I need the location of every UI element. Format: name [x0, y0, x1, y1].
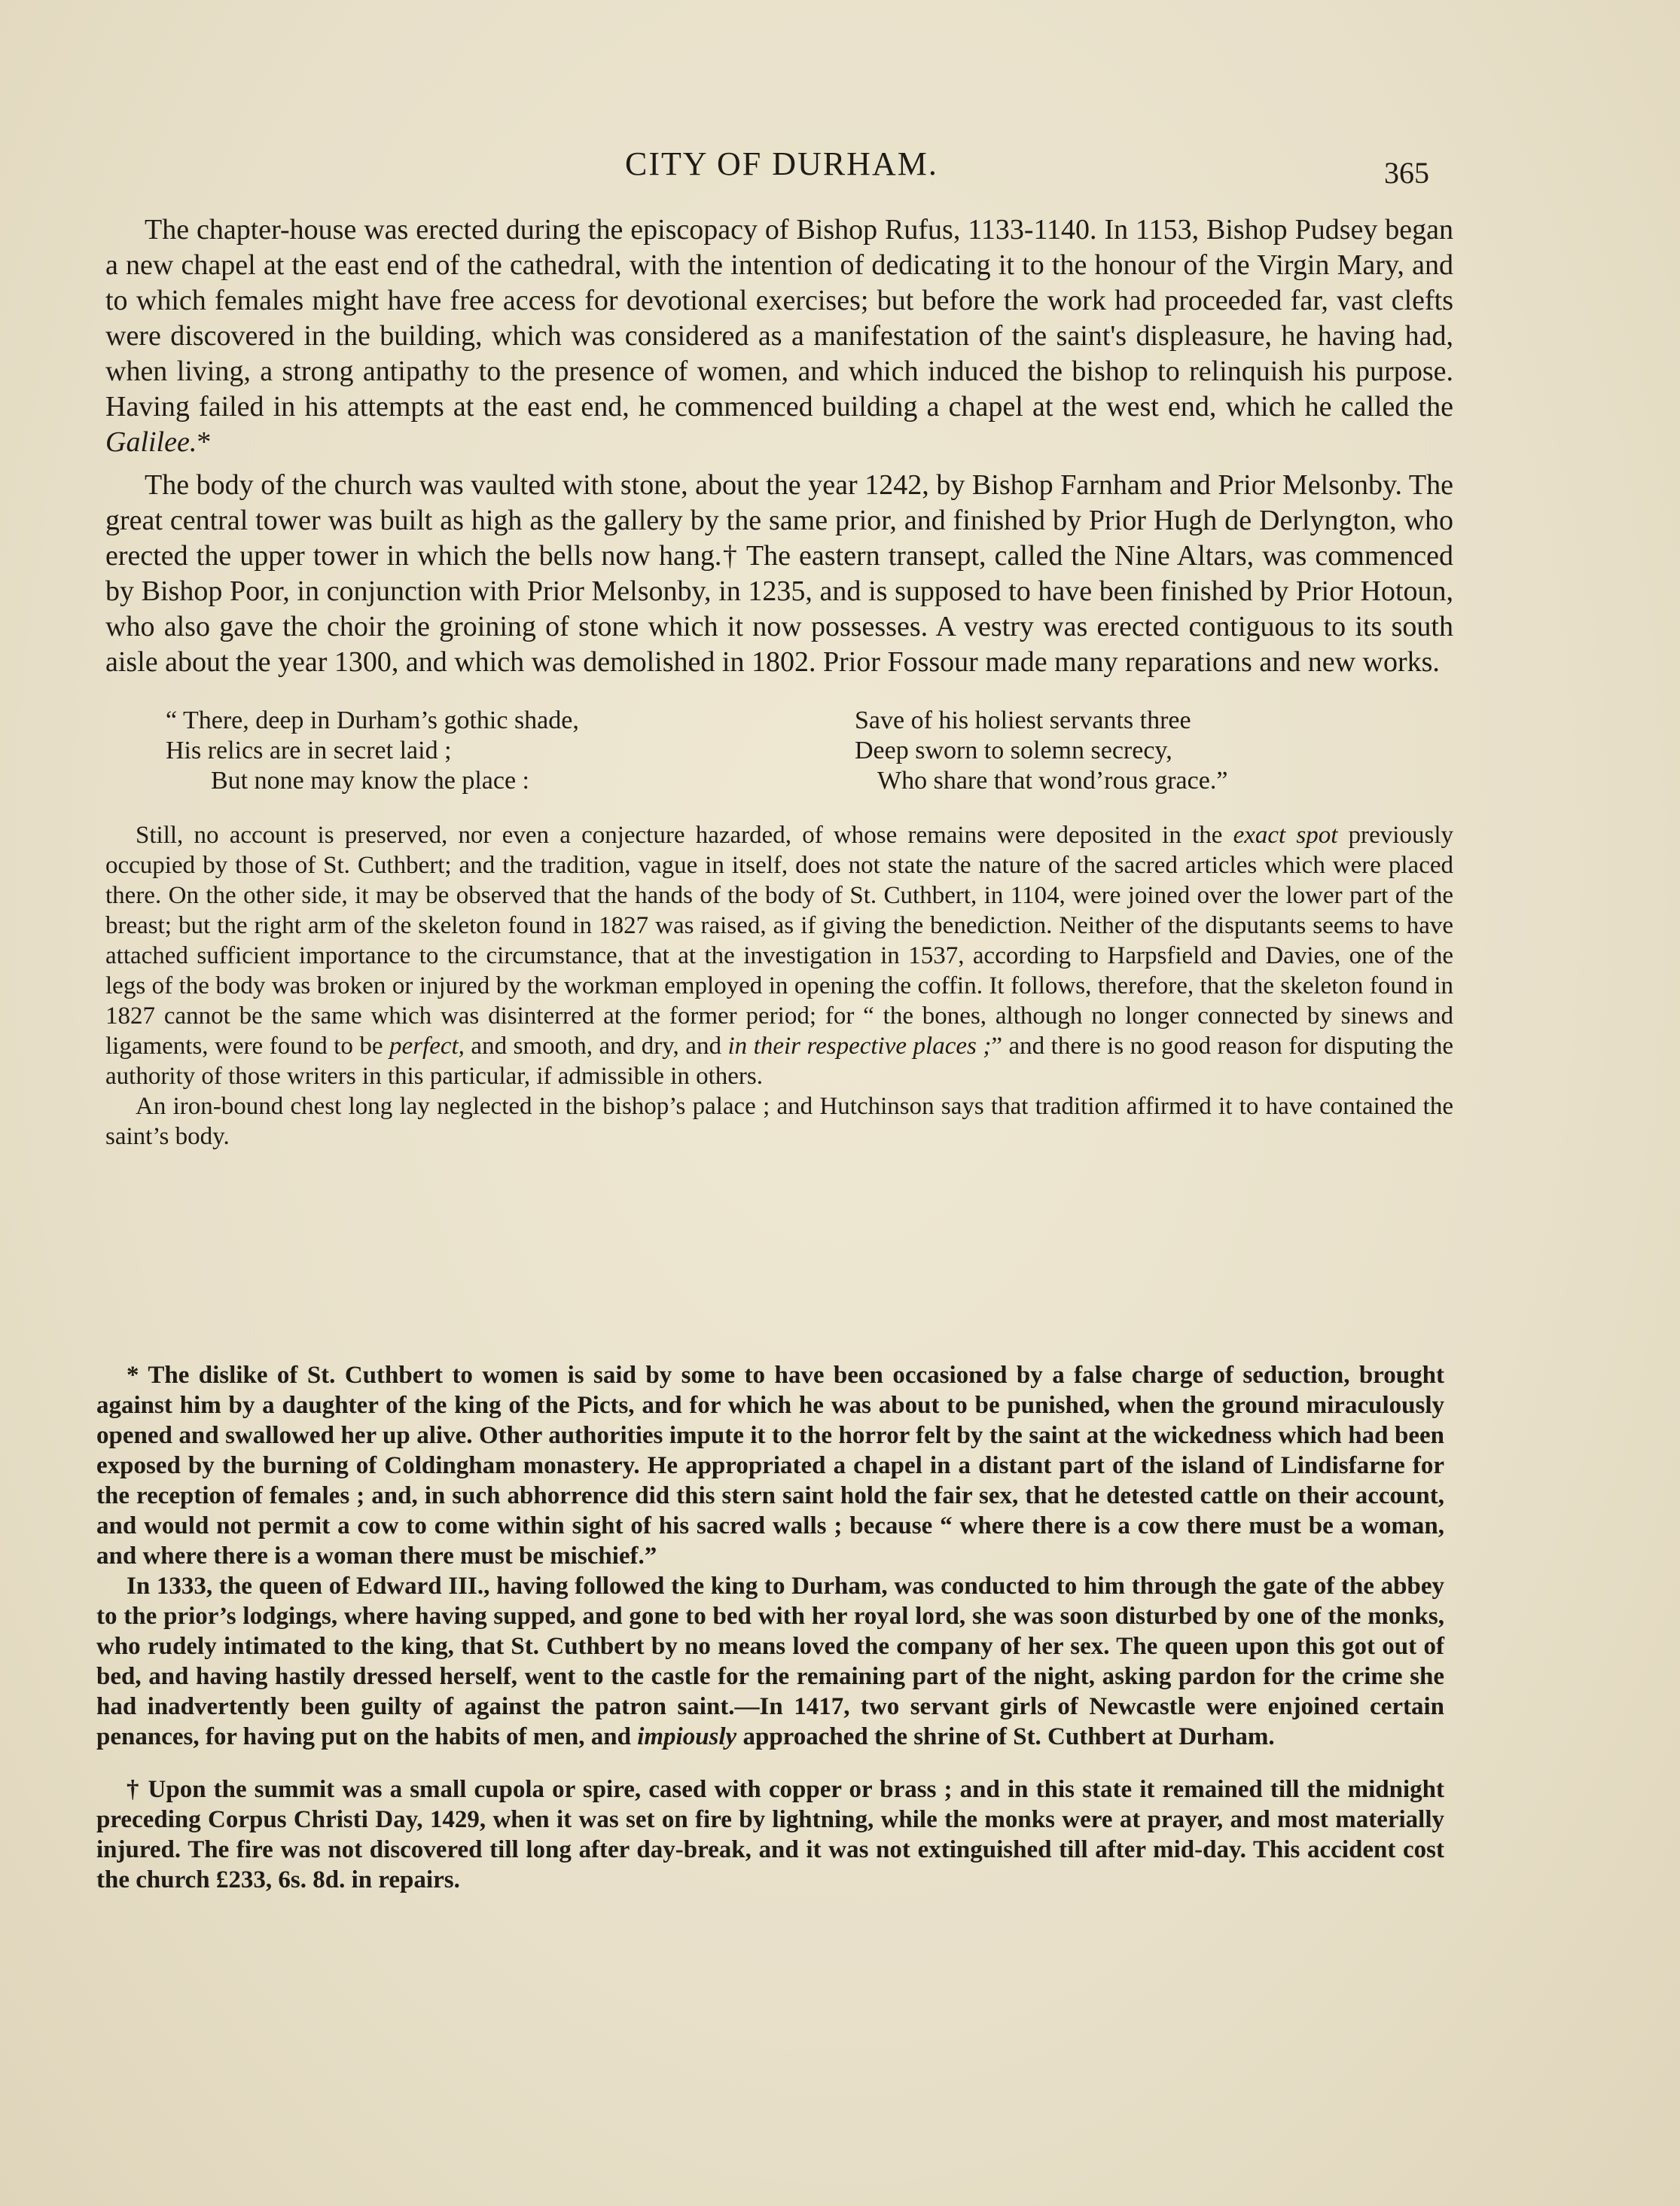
poem-line: Deep sworn to solemn secrecy,: [855, 737, 1172, 764]
italic-perfect: perfect,: [389, 1033, 465, 1060]
poem-line: “ There, deep in Durham’s gothic shade,: [166, 706, 579, 734]
footnotes: [96, 1360, 1444, 1895]
running-title: CITY OF DURHAM.: [625, 145, 938, 182]
footnote-marker: *: [197, 426, 212, 458]
page-number: 365: [1384, 156, 1429, 190]
poem-left-column: [166, 706, 579, 796]
footnote-asterisk: * The dislike of St. Cuthbert to women is said by some to have been occasioned by a false charge of seduction, brought against him by a daughter of the king of the Picts, and for which he was about to be punished, when the ground miraculously opened and swallowed her up alive. Other authorities impute it to the horror felt by the saint at the wickedness which had been exposed by the burning of Coldingham monastery. He appropriated a chapel in a distant part of the island of Lindisfarne for the reception of females ; and, in such abhorrence did this stern saint hold the fair sex, that he detested cattle on their account, and would not permit a cow to come within sight of his sacred walls ; because “ where there is a cow there must be a woman, and where there is a woman there must be mischief.”: [96, 1362, 1444, 1570]
paragraph-chapter-house: [105, 212, 1453, 460]
poem-line: His relics are in secret laid ;: [166, 737, 452, 764]
paragraph-text: and smooth, and dry, and: [464, 1033, 728, 1060]
paragraph-text: previously occupied by those of St. Cuthbert; and the tradition, vague in itself, does not state the nature of the sacred articles which were placed there. On the other side, it may be observed that the hands of the body of St. Cuthbert, in 1104, were joined over the lower part of the breast; but the right arm of the skeleton found in 1827 was raised, as if giving the benediction. Neither of the disputants seems to have attached sufficient importance to the circumstance, that at the investigation in 1537, according to Harpsfield and Davies, one of the legs of the body was broken or injured by the workman employed in opening the coffin. It follows, therefore, that the skeleton found in 1827 cannot be the same which was disinterred at the former period; for “ the bones, although no longer connected by sinews and ligaments, were found to be: [105, 822, 1453, 1060]
poem-line: Who share that wond’rous grace.”: [877, 767, 1228, 795]
poem-line: Save of his holiest servants three: [855, 706, 1191, 734]
italic-respective-places: in their respective places ;: [727, 1033, 992, 1060]
italic-exact-spot: exact spot: [1233, 822, 1338, 849]
poem-right-column: [855, 706, 1227, 796]
footnote-asterisk-continued: [96, 1571, 1444, 1752]
paragraph-still-no-account: [105, 820, 1453, 1091]
footnote-spacer: [96, 1752, 1444, 1774]
poem-quotation: [105, 706, 1453, 819]
paragraph-text: ” and there is no good reason for disputing the authority of those writers in this particular, if admissible in others.: [105, 1033, 1453, 1090]
footnote-dagger: † Upon the summit was a small cupola or spire, cased with copper or brass ; and in this state it remained till the midnight preceding Corpus Christi Day, 1429, when it was set on fire by lightning, while the monks were at prayer, and most materially injured. The fire was not discovered till long after day-break, and it was not extinguished till after mid-day. This accident cost the church £233, 6s. 8d. in repairs.: [96, 1776, 1444, 1893]
paragraph-body-of-church: The body of the church was vaulted with stone, about the year 1242, by Bishop Farnham and Prior Melsonby. The great central tower was built as high as the gallery by the same prior, and finished by Prior Hugh de Derlyngton, who erected the upper tower in which the bells now hang.† The eastern transept, called the Nine Altars, was commenced by Bishop Poor, in conjunction with Prior Melsonby, in 1235, and is supposed to have been finished by Prior Hotoun, who also gave the choir the groining of stone which it now possesses. A vestry was erected contiguous to its south aisle about the year 1300, and which was demolished in 1802. Prior Fossour made many reparations and new works.: [105, 469, 1453, 678]
paragraph-text: Still, no account is preserved, nor even a conjecture hazarded, of whose remains were deposited in the: [136, 822, 1233, 849]
paragraph-text: The chapter-house was erected during the episcopacy of Bishop Rufus, 1133-1140. In 1153, Bishop Pudsey began a new chapel at the east end of the cathedral, with the intention of dedicating it to the honour of the Virgin Mary, and to which females might have free access for devotional exercises; but before the work had proceeded far, vast clefts were discovered in the building, which was considered as a manifestation of the saint's displeasure, he having had, when living, a strong antipathy to the presence of women, and which induced the bishop to relinquish his purpose. Having failed in his attempts at the east end, he commenced building a chapel at the west end, which he called the: [105, 214, 1453, 423]
poem-line: But none may know the place :: [211, 767, 530, 795]
main-text: [105, 212, 1453, 1152]
footnote-text: In 1333, the queen of Edward III., having followed the king to Durham, was conducted to him through the gate of the abbey to the prior’s lodgings, where having supped, and gone to bed with her royal lord, she was soon disturbed by one of the monks, who rudely intimated to the king, that St. Cuthbert by no means loved the company of her sex. The queen upon this got out of bed, and having hastily dressed herself, went to the castle for the remaining part of the night, asking pardon for the crime she had inadvertently been guilty of against the patron saint.—In 1417, two servant girls of Newcastle were enjoined certain penances, for having put on the habits of men, and: [96, 1573, 1444, 1750]
page-header: [0, 145, 1680, 190]
italic-galilee: Galilee.: [105, 426, 197, 458]
italic-impiously: impiously: [637, 1723, 737, 1750]
footnote-text: approached the shrine of St. Cuthbert at Durham.: [736, 1723, 1275, 1750]
paragraph-iron-bound-chest: An iron-bound chest long lay neglected in the bishop’s palace ; and Hutchinson says that tradition affirmed it to have contained the saint’s body.: [105, 1093, 1453, 1150]
